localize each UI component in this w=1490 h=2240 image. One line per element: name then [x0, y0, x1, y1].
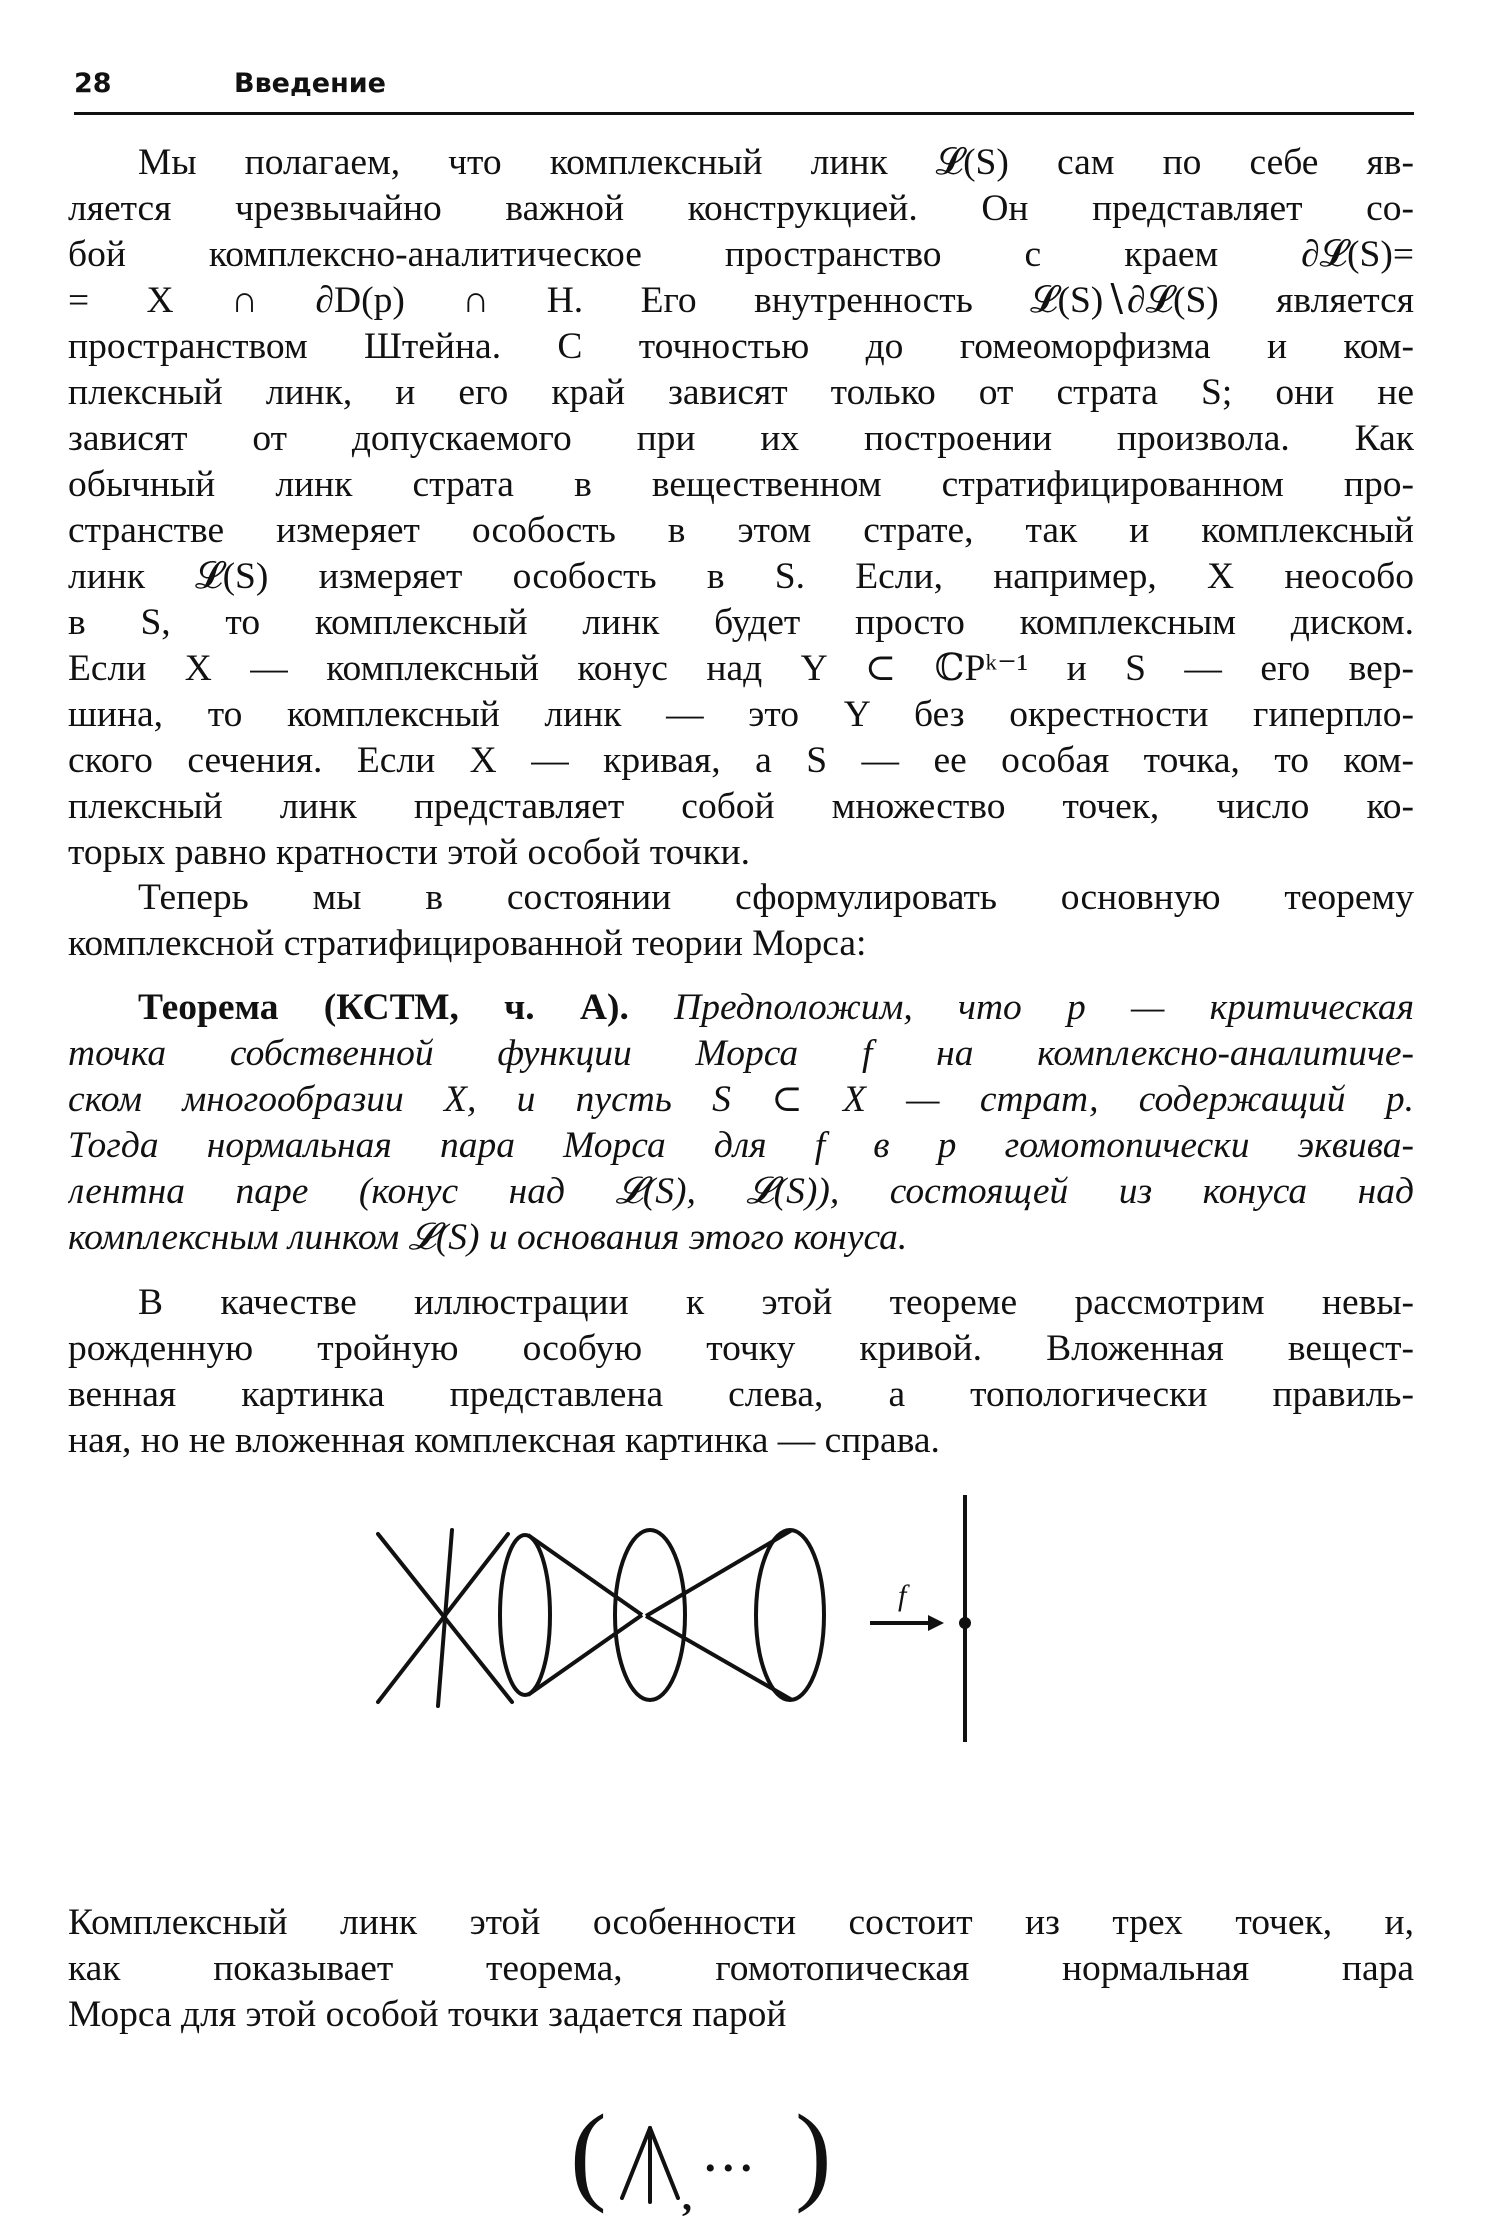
map-label: f: [898, 1579, 907, 1612]
text-line: плексный линк представляет собой множество точек, число ко-: [68, 786, 1414, 827]
page-number: 28: [74, 68, 112, 99]
paragraph-complex-link: [68, 140, 1414, 876]
close-paren: ): [795, 2098, 832, 2214]
paragraph-intro-theorem: [68, 875, 1414, 967]
text-line: бой комплексно-аналитическое пространство с краем ∂𝓛(S)=: [68, 234, 1414, 275]
section-title: Введение: [234, 68, 386, 99]
text-line: ляется чрезвычайно важной конструкцией. Он представляет со-: [68, 188, 1414, 229]
text-line: в S, то комплексный линк будет просто комплексным диском.: [68, 602, 1414, 643]
text-line: зависят от допускаемого при их построении произвола. Как: [68, 418, 1414, 459]
open-paren: (: [570, 2098, 607, 2214]
text-line: комплексной стратифицированной теории Морса:: [68, 923, 867, 964]
header-rule: [74, 112, 1414, 115]
text-line: линк 𝓛(S) измеряет особость в S. Если, например, X неособо: [68, 556, 1414, 597]
theorem-text-line: комплексным линком 𝓛(S) и основания этого конуса.: [68, 1217, 908, 1258]
theorem-heading: Теорема (КСТМ, ч. А).: [138, 987, 629, 1028]
text-line: как показывает теорема, гомотопическая нормальная пара: [68, 1948, 1414, 1989]
text-line: рожденную тройную особую точку кривой. Вложенная вещест-: [68, 1328, 1414, 1369]
comma: ,: [682, 2174, 692, 2218]
text-line: В качестве иллюстрации к этой теореме рассмотрим невы-: [138, 1282, 1414, 1323]
text-line: Морса для этой особой точки задается парой: [68, 1994, 787, 2035]
theorem-text-line: Тогда нормальная пара Морса для f в p гомотопически эквива-: [68, 1125, 1414, 1166]
text-line: странстве измеряет особость в этом страте, так и комплексный: [68, 510, 1414, 551]
text-line: шина, то комплексный линк — это Y без окрестности гиперпло-: [68, 694, 1414, 735]
cone-on-three-points-icon: [622, 2128, 678, 2202]
cone-ellipse: [756, 1530, 824, 1700]
theorem-text-line: лентна паре (конус над 𝓛(S), 𝓛(S)), состоящей из конуса над: [68, 1171, 1414, 1212]
text-line: обычный линк страта в вещественном стратифицированном про-: [68, 464, 1414, 505]
three-dots: • • •: [705, 2152, 752, 2185]
paragraph-illustration: [68, 1280, 1414, 1464]
text-line: пространством Штейна. С точностью до гомеоморфизма и ком-: [68, 326, 1414, 367]
cone-ellipse: [500, 1535, 550, 1695]
theorem-text: Предположим, что p — критическая: [674, 987, 1414, 1028]
line-3: [438, 1530, 452, 1706]
text-line: плексный линк, и его край зависят только от страта S; они не: [68, 372, 1414, 413]
text-line: = X ∩ ∂D(p) ∩ H. Его внутренность 𝓛(S)∖∂𝓛(S) является: [68, 280, 1414, 321]
theorem-text-line: точка собственной функции Морса f на комплексно-аналитиче-: [68, 1033, 1414, 1074]
theorem: [68, 985, 1414, 1261]
figure-triple-point: [350, 1480, 1190, 1780]
running-head: [74, 60, 1414, 112]
text-line: Мы полагаем, что комплексный линк 𝓛(S) сам по себе яв-: [138, 142, 1414, 183]
paragraph-conclusion: [68, 1900, 1414, 2038]
figure-morse-pair: [570, 2098, 930, 2218]
text-line: ского сечения. Если X — кривая, а S — ее особая точка, то ком-: [68, 740, 1414, 781]
real-triple-point-lines: [378, 1530, 512, 1706]
text-line: Комплексный линк этой особенности состоит из трех точек, и,: [68, 1902, 1414, 1943]
theorem-text-line: ском многообразии X, и пусть S ⊂ X — страт, содержащий p.: [68, 1079, 1414, 1120]
text-line: Если X — комплексный конус над Y ⊂ ℂPᵏ⁻¹ и S — его вер-: [68, 648, 1414, 689]
target-point: [959, 1617, 971, 1629]
text-line: Теперь мы в состоянии сформулировать основную теорему: [138, 877, 1414, 918]
map-arrow: [870, 1579, 944, 1631]
text-line: ная, но не вложенная комплексная картинка — справа.: [68, 1420, 940, 1461]
text-line: торых равно кратности этой особой точки.: [68, 832, 750, 873]
text-line: венная картинка представлена слева, а топологически правиль-: [68, 1374, 1414, 1415]
target-line: [959, 1495, 971, 1742]
theorem-first-line: [68, 985, 1414, 1031]
complex-cone-picture: [500, 1530, 824, 1700]
